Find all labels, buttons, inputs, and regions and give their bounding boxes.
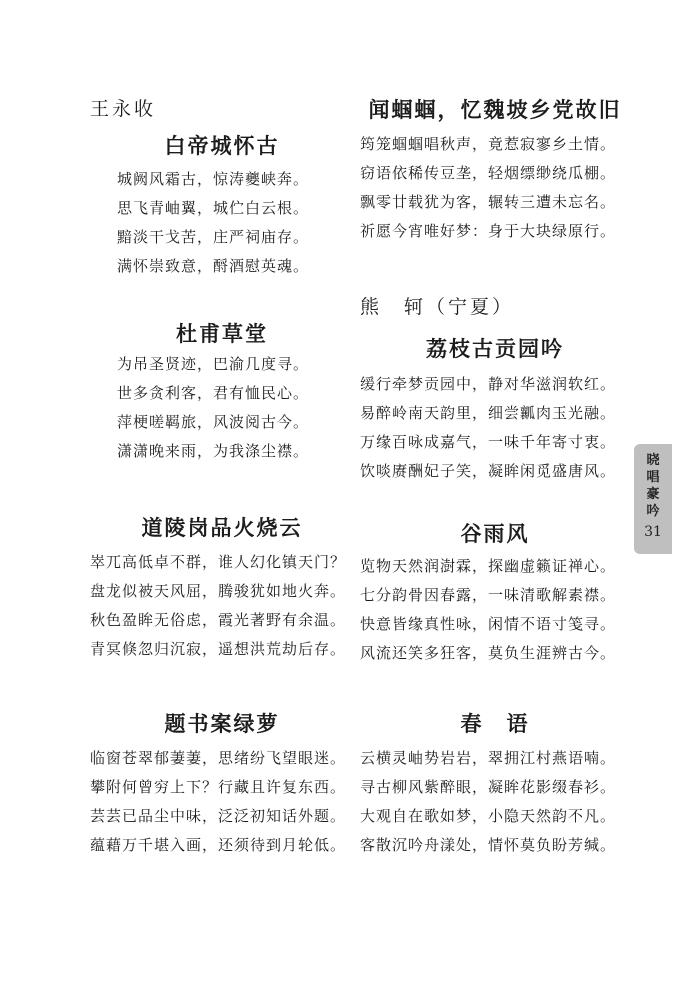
poem-title: 闻蝈蝈，忆魏坡乡党故旧 [368,97,622,122]
poem-line: 萍梗嗟羁旅，风波阅古今。 [117,413,310,431]
poem-line: 满怀崇致意，酹酒慰英魂。 [117,257,310,275]
poem-line: 思飞青岫翼，城伫白云根。 [117,199,310,217]
section-side-tab [634,444,672,554]
poem-line: 崒兀高低卓不群，谁人幻化镇天门？ [90,553,347,571]
poem-line: 攀附何曾穷上下？行藏且许复东西。 [90,778,347,796]
poem-title: 杜甫草堂 [176,321,268,346]
page-number: 31 [644,524,662,540]
poem-title: 道陵岗品火烧云 [141,515,303,540]
poem-line: 蕴藉万千堪入画，还须待到月轮低。 [90,836,347,854]
poem-line: 客散沉吟舟漾处，情怀莫负盼芳缄。 [360,836,617,854]
author-wang-yongshou: 王永收 [90,98,157,120]
poem-line: 览物天然润澍霖，探幽虚籁证禅心。 [360,557,617,575]
poem-line: 风流还笑多狂客，莫负生涯辨古今。 [360,644,617,662]
poem-line: 云横灵岫势岩岩，翠拥江村燕语喃。 [360,749,617,767]
poem-title: 谷雨风 [460,521,530,546]
poem-line: 七分韵骨因春露，一味清歌解素襟。 [360,586,617,604]
poem-line: 饮啖赓酬妃子笑，凝眸闲觅盛唐风。 [360,462,617,480]
poem-line: 青冥倏忽归沉寂，遥想洪荒劫后存。 [90,640,347,658]
poem-title: 题书案绿萝 [164,711,280,736]
poem-line: 缓行牵梦贡园中，静对华滋润软红。 [360,375,617,393]
poem-line: 盘龙似被天风屈，腾骏犹如地火奔。 [90,582,347,600]
poem-line: 秋色盈眸无俗虑，霞光著野有余温。 [90,611,347,629]
poem-line: 芸芸已品尘中味，泛泛初知话外题。 [90,807,347,825]
poem-line: 窃语依稀传豆垄，轻烟缥缈绕瓜棚。 [360,164,617,182]
author-xiong-ke: 熊 轲（宁夏） [360,296,515,318]
poem-line: 潇潇晚来雨，为我涤尘襟。 [117,442,310,460]
poem-line: 飘零廿载犹为客，辗转三遭未忘名。 [360,193,617,211]
poem-line: 易醉岭南天韵里，细尝瓤肉玉光融。 [360,404,617,422]
poem-title: 荔枝古贡园吟 [426,336,564,361]
section-tab-label: 晓唱豪吟 [646,453,660,519]
poem-line: 世多贪利客，君有恤民心。 [117,384,310,402]
poem-line: 为吊圣贤迹，巴渝几度寻。 [117,355,310,373]
poem-line: 临窗苍翠郁萋萋，思绪纷飞望眼迷。 [90,749,347,767]
poem-line: 万缘百咏成嘉气，一味千年寄寸衷。 [360,433,617,451]
poem-line: 黯淡干戈苦，庄严祠庙存。 [117,228,310,246]
poem-line: 祈愿今宵唯好梦：身于大块绿原行。 [360,222,617,240]
poem-line: 筠笼蝈蝈唱秋声，竟惹寂寥乡土情。 [360,135,617,153]
poem-line: 大观自在歌如梦，小隐天然韵不凡。 [360,807,617,825]
poem-line: 快意皆缘真性咏，闲情不语寸笺寻。 [360,615,617,633]
poem-title: 白帝城怀古 [164,133,280,158]
poem-line: 城阙风霜古，惊涛夔峡奔。 [117,170,310,188]
poem-title: 春 语 [460,711,530,736]
poem-line: 寻古柳风紫醉眼，凝眸花影缀春衫。 [360,778,617,796]
